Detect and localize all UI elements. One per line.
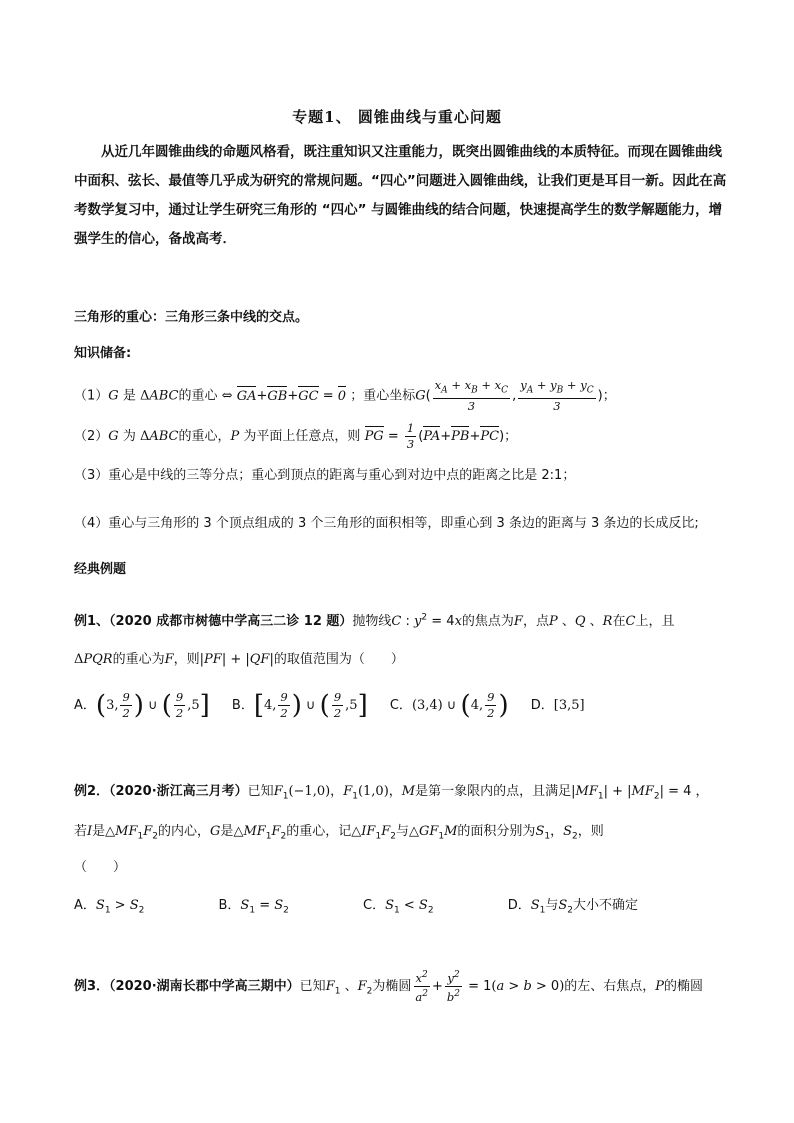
example-1-option-d: D．[3,5] [530, 698, 585, 713]
example-1-options [74, 690, 603, 721]
example-1-line-2: ΔPQR的重心为F，则|PF| + |QF|的取值范围为（ ） [74, 652, 404, 667]
example-2-option-c: C．$S_1 < S_2$ [363, 898, 434, 916]
example-1-option-c: C．(3,4) ∪ (4, $\frac{9}{2}$ ) [389, 690, 509, 721]
examples-heading: 经典例题 [74, 562, 127, 577]
intro-paragraph: 从近几年圆锥曲线的命题风格看，既注重知识又注重能力，既突出圆锥曲线的本质特征。而现在圆锥曲线中面积、弦长、最值等几乎成为研究的常规问题。“四心”问题进入圆锥曲线，让我们更是耳目一新。因此在高考数学复习中，通过让学生研究三角形的 “四心” 与圆锥曲线的结合问题，快速提高学生的数学解题能力，增强学生的信心，备战高考． [74, 144, 727, 247]
knowledge-item-1: （1）G 是 ΔABC的重心 ⇔ GA+GB+GC = 0 ；重心坐标G( $\frac{x_A + x_B + x_C}{3}$ , $\frac{y_A + y_B + y_C}{3}$ )； [74, 378, 616, 414]
example-2-option-b: B．$S_1 = S_2$ [218, 898, 289, 916]
knowledge-heading: 知识储备: [74, 346, 132, 361]
knowledge-item-4: （4）重心与三角形的 3 个顶点组成的 3 个三角形的面积相等，即重心到 3 条边的距离与 3 条边的长成反比; [74, 516, 699, 531]
example-2-line-1: 例2．（2020·浙江高三月考）已知$F_1(-1,0)$，$F_1(1,0)$，M是第一象限内的点，且满足$|MF_1| + |MF_2| = 4$ ， [74, 784, 709, 802]
centroid-definition: 三角形的重心：三角形三条中线的交点。 [74, 310, 309, 325]
example-1-option-a: A．(3, $\frac{9}{2}$ ) ∪ ( $\frac{9}{2}$ ,5] [74, 690, 210, 721]
example-2-options [74, 894, 656, 916]
example-1-line-1: 例1、（2020 成都市树德中学高三二诊 12 题）抛物线C : $y^2 = 4x$的焦点为F，点P 、Q 、R在C上，且 [74, 612, 675, 629]
page-title: 专题1、 圆锥曲线与重心问题 [292, 108, 502, 126]
example-2-line-2: 若I是$\triangle MF_1F_2$的内心，G是$\triangle MF_1F_2$的重心，记$\triangle IF_1F_2$与$\triangle GF_1M$的面积分别为$S_1$，$S_2$，则 [74, 824, 604, 842]
example-1-option-b: B．[4, $\frac{9}{2}$ ) ∪ ( $\frac{9}{2}$ ,5] [231, 690, 368, 721]
example-2-paren: （ ） [74, 860, 127, 875]
example-3-line-1: 例3．（2020·湖南长郡中学高三期中）已知$F_1$ 、$F_2$为椭圆 $\frac{x^2}{a^2}$ + $\frac{y^2}{b^2}$ = 1(a > b > 0)的左、右焦点，P的椭圆 [74, 970, 704, 1004]
knowledge-item-2: （2）G 为 ΔABC的重心，P 为平面上任意点，则 PG = $\frac{1}{3}$ (PA+PB+PC)； [74, 421, 518, 451]
example-2-option-d: D．$S_1$与$S_2$大小不确定 [507, 898, 639, 916]
example-2-option-a: A．$S_1 > S_2$ [74, 898, 145, 916]
knowledge-item-3: （3）重心是中线的三等分点；重心到顶点的距离与重心到对边中点的距离之比是 2:1； [74, 468, 576, 483]
